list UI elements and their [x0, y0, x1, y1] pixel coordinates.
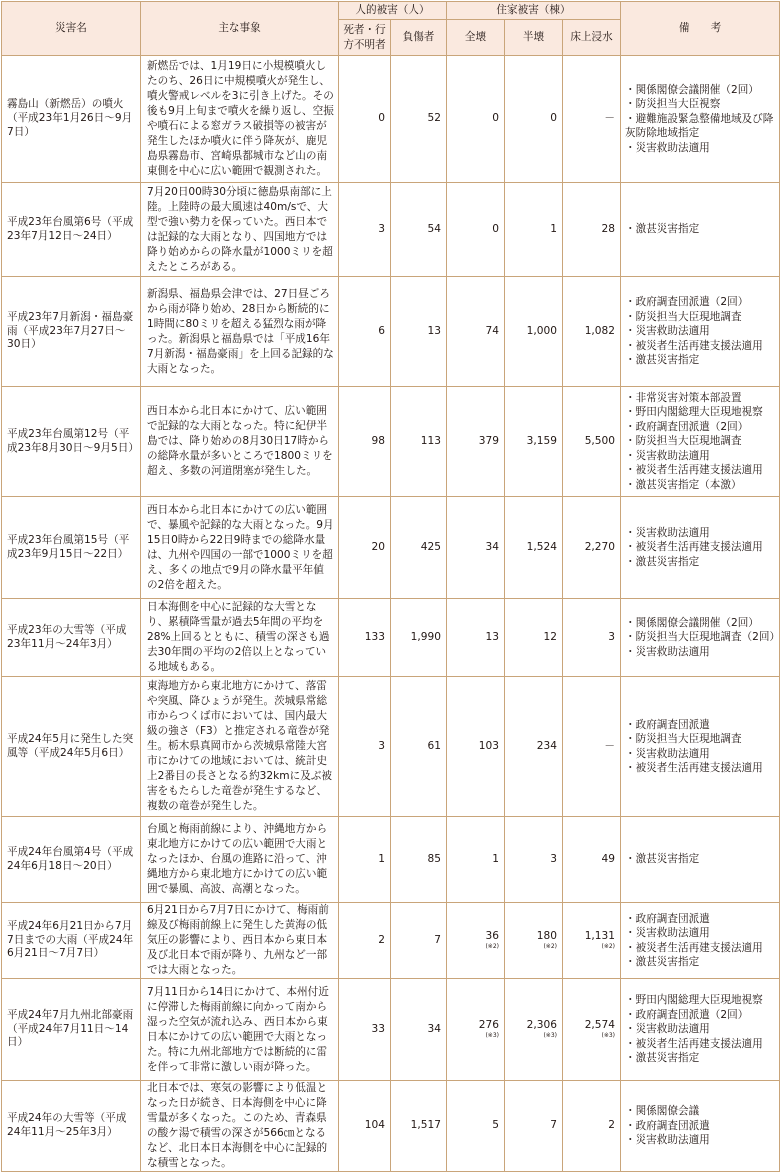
event-description: 西日本から北日本にかけての広い範囲で、暴風や記録的な大雨となった。9月15日0時から22日9時までの総降水量は、九州や四国の一部で1000ミリを超え、多くの地点で9月の降水量平年値の2倍を超えた。 [141, 497, 339, 599]
half-destroyed-count-value: 7 [550, 1119, 557, 1132]
dead-missing-count: 133 [339, 599, 391, 677]
remark-item: ・政府調査団派遣（2回） [625, 296, 749, 309]
fully-destroyed-count-value: 34 [485, 540, 499, 553]
remark-item: ・災害救助法適用 [625, 645, 710, 658]
dead-missing-count: 20 [339, 497, 391, 599]
remark-item: ・災害救助法適用 [625, 747, 710, 760]
remark-item: ・政府調査団派遣 [625, 718, 710, 731]
remarks-cell [621, 183, 780, 277]
fully-destroyed-count [447, 599, 505, 677]
table-header [2, 2, 780, 56]
flooding-count-value: － [604, 739, 616, 752]
event-description: 7月20日00時30分頃に徳島県南部に上陸。上陸時の最大風速は40m/sで、大型で強い勢力を保っていた。西日本では記録的な大雨となり、四国地方では降り始めからの降水量が1000ミリを超えたところがある。 [141, 183, 339, 277]
remarks-cell [621, 677, 780, 817]
injured-count: 34 [391, 979, 447, 1081]
injured-count: 13 [391, 277, 447, 387]
dead-missing-count: 6 [339, 277, 391, 387]
flooding-count [563, 677, 621, 817]
half-destroyed-count [505, 903, 563, 979]
table-row [2, 277, 780, 387]
table-row [2, 677, 780, 817]
flooding-count-value: 5,500 [584, 434, 616, 447]
fully-destroyed-count [447, 817, 505, 903]
flooding-count-value: 2 [608, 1119, 616, 1132]
remark-item: ・激甚災害指定 [625, 1052, 700, 1065]
injured-count: 52 [391, 56, 447, 183]
flooding-count [563, 979, 621, 1081]
header-injured: 負傷者 [391, 20, 447, 56]
remark-item: ・被災者生活再建支援法適用 [625, 941, 763, 954]
fully-destroyed-count-value: 276 [478, 1018, 499, 1031]
injured-count: 85 [391, 817, 447, 903]
injured-count: 61 [391, 677, 447, 817]
flooding-count-value: 49 [601, 852, 616, 865]
remark-item: ・被災者生活再建支援法適用 [625, 541, 763, 554]
remark-item: ・被災者生活再建支援法適用 [625, 464, 763, 477]
half-destroyed-count-value: 0 [550, 112, 557, 125]
remark-item: ・防災担当大臣現地調査（2回） [625, 631, 780, 644]
remark-item: ・野田内閣総理大臣現地視察 [625, 994, 763, 1007]
half-destroyed-count [505, 277, 563, 387]
half-destroyed-count-value: 180 [536, 929, 557, 942]
half-destroyed-count [505, 56, 563, 183]
remark-item: ・被災者生活再建支援法適用 [625, 762, 763, 774]
remarks-cell [621, 387, 780, 497]
injured-count: 1,517 [391, 1081, 447, 1172]
footnote-mark: (※3) [543, 1032, 557, 1040]
fully-destroyed-count [447, 56, 505, 183]
remarks-cell [621, 599, 780, 677]
dead-missing-count: 3 [339, 183, 391, 277]
event-description: 6月21日から7月7日にかけて、梅雨前線及び梅雨前線上に発生した黄海の低気圧の影響により、西日本から東日本及び北日本で雨が降り、九州など一部では大雨となった。 [141, 903, 339, 979]
disaster-name: 平成24年の大雪等（平成24年11月～25年3月） [2, 1081, 141, 1172]
header-remarks: 備 考 [621, 2, 780, 56]
disaster-name: 平成23年台風第12号（平成23年8月30日～9月5日） [2, 387, 141, 497]
fully-destroyed-count [447, 387, 505, 497]
event-description: 7月11日から14日にかけて、本州付近に停滞した梅雨前線に向かって南から湿った空気が流れ込み、西日本から東日本にかけての広い範囲で大雨となった。特に九州北部地方では断続的に雷を伴って非常に激しい雨が降った。 [141, 979, 339, 1081]
flooding-count-value: 2,270 [584, 540, 616, 553]
fully-destroyed-count-value: 103 [478, 739, 499, 752]
fully-destroyed-count [447, 677, 505, 817]
flooding-count [563, 599, 621, 677]
half-destroyed-count [505, 979, 563, 1081]
half-destroyed-count-value: 234 [536, 739, 557, 752]
half-destroyed-count-value: 1,000 [526, 324, 557, 337]
fully-destroyed-count-value: 5 [492, 1119, 499, 1132]
remark-item: ・激甚災害指定 [625, 555, 700, 568]
remark-item: ・災害救助法適用 [625, 526, 710, 539]
disaster-name: 霧島山（新燃岳）の噴火（平成23年1月26日～9月7日） [2, 56, 141, 183]
remark-item: ・激甚災害指定 [625, 223, 700, 236]
remark-item: ・災害救助法適用 [625, 1134, 710, 1147]
event-description: 東海地方から東北地方にかけて、落雷や突風、降ひょうが発生。茨城県常総市からつくば市においては、国内最大級の強さ（F3）と推定される竜巻が発生。栃木県真岡市から茨城県常陸大宮市にかけての地域においては、統計史上2番目の長さとなる約32kmに及ぶ被害をもたらした竜巻が発生するなど、複数の竜巻が発生した。 [141, 677, 339, 817]
injured-count: 54 [391, 183, 447, 277]
injured-count: 425 [391, 497, 447, 599]
flooding-count [563, 497, 621, 599]
disaster-name: 平成23年台風第15号（平成23年9月15日～22日） [2, 497, 141, 599]
dead-missing-count: 98 [339, 387, 391, 497]
half-destroyed-count-value: 3 [550, 852, 557, 865]
flooding-count [563, 183, 621, 277]
fully-destroyed-count-value: 36 [485, 929, 499, 942]
remark-item: ・防災担当大臣現地調査 [625, 435, 742, 448]
remarks-cell [621, 979, 780, 1081]
event-description: 新潟県、福島県会津では、27日昼ごろから雨が降り始め、28日から断続的に1時間に80ミリを超える猛烈な雨が降った。新潟県と福島県では「平成16年7月新潟・福島豪雨」を上回る記録的な大雨となった。 [141, 277, 339, 387]
half-destroyed-count [505, 599, 563, 677]
disaster-name: 平成24年6月21日から7月7日までの大雨（平成24年6月21日～7月7日） [2, 903, 141, 979]
event-description: 日本海側を中心に記録的な大雪となり、累積降雪量が過去5年間の平均を28%上回るとともに、積雪の深さも過去30年間の平均の2倍以上となっている地域もある。 [141, 599, 339, 677]
disaster-name: 平成24年5月に発生した突風等（平成24年5月6日） [2, 677, 141, 817]
disaster-name: 平成23年の大雪等（平成23年11月～24年3月） [2, 599, 141, 677]
remark-item: ・政府調査団派遣 [625, 1119, 710, 1132]
remark-item: ・災害救助法適用 [625, 141, 710, 154]
half-destroyed-count-value: 3,159 [526, 434, 557, 447]
remark-item: ・野田内閣総理大臣現地視察 [625, 406, 763, 419]
table-row [2, 183, 780, 277]
remarks-cell [621, 56, 780, 183]
flooding-count [563, 277, 621, 387]
header-above-floor-flooding: 床上浸水 [563, 20, 621, 56]
remark-item: ・激甚災害指定 [625, 354, 700, 367]
disaster-name: 平成23年7月新潟・福島豪雨（平成23年7月27日～30日） [2, 277, 141, 387]
fully-destroyed-count [447, 903, 505, 979]
remark-item: ・関係閣僚会議 [625, 1105, 700, 1118]
remark-item: ・非常災害対策本部設置 [625, 391, 742, 404]
event-description: 北日本では、寒気の影響により低温となった日が続き、日本海側を中心に降雪量が多くなった。このため、青森県の酸ケ湯で積雪の深さが566㎝となるなど、北日本日本海側を中心に記録的な積雪となった。 [141, 1081, 339, 1172]
fully-destroyed-count-value: 0 [492, 222, 499, 235]
header-fully-destroyed: 全壊 [447, 20, 505, 56]
remark-item: ・防災担当大臣現地調査 [625, 310, 742, 323]
fully-destroyed-count-value: 13 [485, 630, 499, 643]
flooding-count [563, 817, 621, 903]
remark-item: ・関係閣僚会議開催（2回） [625, 83, 759, 96]
flooding-count [563, 387, 621, 497]
footnote-mark: (※2) [485, 943, 499, 951]
table-row [2, 387, 780, 497]
fully-destroyed-count-value: 0 [492, 112, 499, 125]
injured-count: 113 [391, 387, 447, 497]
flooding-count-value: 28 [601, 222, 616, 235]
flooding-count-value: 1,131 [584, 929, 616, 942]
remark-item: ・防災担当大臣現地調査 [625, 733, 742, 745]
table-body [2, 56, 780, 1172]
fully-destroyed-count [447, 979, 505, 1081]
footnote-mark: (※3) [485, 1032, 499, 1040]
header-main-events: 主な事象 [141, 2, 339, 56]
table-row [2, 903, 780, 979]
header-house-damage: 住家被害（棟） [447, 2, 621, 20]
flooding-count-value: 1,082 [584, 324, 616, 337]
flooding-count-value: 3 [608, 630, 616, 643]
half-destroyed-count [505, 497, 563, 599]
dead-missing-count: 2 [339, 903, 391, 979]
dead-missing-count: 0 [339, 56, 391, 183]
table-row [2, 497, 780, 599]
event-description: 台風と梅雨前線により、沖縄地方から東北地方にかけての広い範囲で大雨となったほか、台風の進路に沿って、沖縄地方から東北地方にかけての広い範囲で暴風、高波、高潮となった。 [141, 817, 339, 903]
header-dead-missing: 死者・行方不明者 [339, 20, 391, 56]
flooding-count [563, 56, 621, 183]
disaster-name: 平成24年7月九州北部豪雨（平成24年7月11日～14日） [2, 979, 141, 1081]
fully-destroyed-count [447, 497, 505, 599]
footnote-mark: (※2) [601, 943, 616, 951]
remark-item: ・被災者生活再建支援法適用 [625, 1037, 763, 1050]
half-destroyed-count [505, 183, 563, 277]
remark-item: ・激甚災害指定 [625, 956, 700, 968]
half-destroyed-count-value: 1,524 [526, 540, 557, 553]
flooding-count [563, 903, 621, 979]
fully-destroyed-count [447, 183, 505, 277]
remark-item: ・激甚災害指定（本激） [625, 478, 742, 491]
table-row [2, 56, 780, 183]
table-row [2, 979, 780, 1081]
header-human-damage: 人的被害（人） [339, 2, 447, 20]
flooding-count-value: － [604, 112, 616, 125]
remark-item: ・政府調査団派遣（2回） [625, 420, 749, 433]
remark-item: ・避難施設緊急整備地域及び降灰防除地域指定 [625, 112, 774, 140]
remark-item: ・災害救助法適用 [625, 1023, 710, 1036]
remark-item: ・防災担当大臣視察 [625, 98, 721, 111]
dead-missing-count: 3 [339, 677, 391, 817]
disaster-name: 平成24年台風第4号（平成24年6月18日～20日） [2, 817, 141, 903]
remark-item: ・災害救助法適用 [625, 927, 710, 939]
remark-item: ・政府調査団派遣 [625, 912, 710, 925]
remark-item: ・災害救助法適用 [625, 449, 710, 462]
header-half-destroyed: 半壊 [505, 20, 563, 56]
half-destroyed-count-value: 1 [550, 222, 557, 235]
half-destroyed-count [505, 817, 563, 903]
disaster-table [1, 1, 780, 1172]
remarks-cell [621, 277, 780, 387]
remarks-cell [621, 497, 780, 599]
flooding-count-value: 2,574 [584, 1018, 616, 1031]
footnote-mark: (※3) [601, 1032, 616, 1040]
fully-destroyed-count-value: 379 [478, 434, 499, 447]
table-row [2, 599, 780, 677]
injured-count: 1,990 [391, 599, 447, 677]
table-row [2, 817, 780, 903]
remark-item: ・政府調査団派遣（2回） [625, 1008, 749, 1021]
remarks-cell [621, 817, 780, 903]
event-description: 新燃岳では、1月19日に小規模噴火したのち、26日に中規模噴火が発生し、噴火警戒レベルを3に引き上げた。その後も9月上旬まで噴火を繰り返し、空振や噴石による窓ガラス破損等の被害が発生したほか噴火に伴う降灰が、鹿児島県霧島市、宮崎県都城市など山の南東側を中心に広い範囲で観測された。 [141, 56, 339, 183]
remark-item: ・被災者生活再建支援法適用 [625, 339, 763, 352]
fully-destroyed-count [447, 277, 505, 387]
half-destroyed-count-value: 2,306 [526, 1018, 557, 1031]
dead-missing-count: 1 [339, 817, 391, 903]
dead-missing-count: 104 [339, 1081, 391, 1172]
remark-item: ・関係閣僚会議開催（2回） [625, 616, 759, 629]
disaster-name: 平成23年台風第6号（平成23年7月12日～24日） [2, 183, 141, 277]
footnote-mark: (※2) [543, 943, 557, 951]
remarks-cell [621, 903, 780, 979]
injured-count: 7 [391, 903, 447, 979]
header-disaster-name: 災害名 [2, 2, 141, 56]
half-destroyed-count [505, 387, 563, 497]
remark-item: ・激甚災害指定 [625, 853, 700, 866]
dead-missing-count: 33 [339, 979, 391, 1081]
event-description: 西日本から北日本にかけて、広い範囲で記録的な大雨となった。特に紀伊半島では、降り始めの8月30日17時からの総降水量が多いところで1800ミリを超え、多数の河道閉塞が発生した。 [141, 387, 339, 497]
half-destroyed-count-value: 12 [543, 630, 557, 643]
fully-destroyed-count-value: 74 [485, 324, 499, 337]
fully-destroyed-count-value: 1 [492, 852, 499, 865]
remark-item: ・災害救助法適用 [625, 325, 710, 338]
half-destroyed-count [505, 677, 563, 817]
